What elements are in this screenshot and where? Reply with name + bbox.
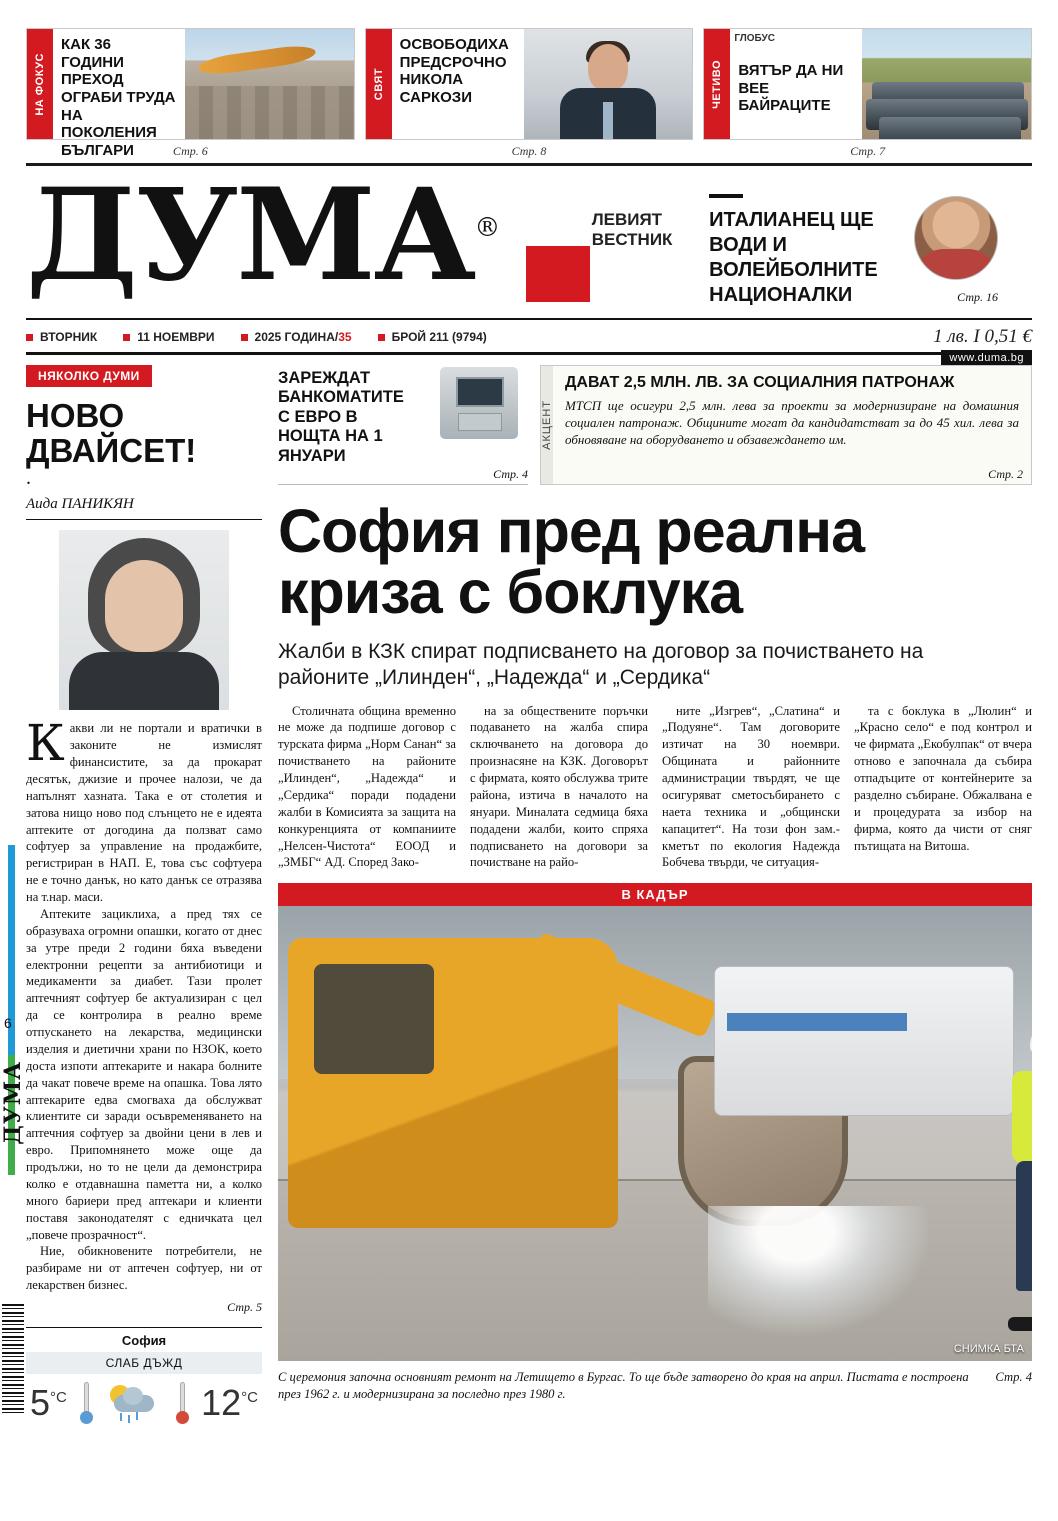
photo-credit: СНИМКА БТА: [953, 1343, 1024, 1356]
weather-condition: СЛАБ ДЪЖД: [26, 1352, 262, 1374]
atm-teaser-page-ref: Стр. 4: [493, 467, 528, 482]
opinion-paragraph: Какви ли не портали и вратички в законите не измислят финансистите, за да прокарат десятък, джизие и прочее налози, че да напълнят хазната. Така е от столетия и затова нищо ново под слънцето не е идеята аптеките от догодина да ползват само софтуер за управление на продажбите, регистриран в НАП. Е, това със софтуера не е точно данък, но като данък се отразява на т.нар. маси.: [26, 714, 262, 905]
photo-caption: [278, 1369, 1032, 1402]
teaser-page-1: Стр. 6: [172, 144, 208, 158]
author-photo: [59, 530, 229, 710]
teaser-tag: ЧЕТИВО: [704, 29, 730, 139]
headline-line-2: криза с боклука: [278, 558, 743, 627]
issue-date: 11 НОЕМВРИ: [123, 330, 214, 344]
opinion-title: НОВО ДВАЙСЕТ!: [26, 397, 197, 469]
weather-high: $12^{^\circ C}$: [201, 1382, 258, 1424]
accent-side-label: АКЦЕНТ: [541, 366, 553, 484]
section-badge: НЯКОЛКО ДУМИ: [26, 365, 152, 387]
weather-city: София: [121, 1333, 167, 1349]
teaser-page-refs: [26, 144, 1032, 159]
teaser-chetivo[interactable]: [703, 28, 1032, 140]
issue-number: БРОЙ 211 (9794): [378, 330, 487, 344]
opinion-paragraph: Ние, обикновените потребители, не разбираме ни от аптечен софтуер, ни от лекарствен бизнес.: [26, 1244, 262, 1293]
accent-box[interactable]: [540, 365, 1032, 485]
thermometer-cold-icon: [80, 1382, 92, 1424]
accent-text: МТСП ще осигури 2,5 млн. лева за проекти за модернизиране на домашния социален патронаж. Общините могат да кандидатстват за до 45 хил. лева за обновяване на оборудването и обзавеждането им.: [565, 398, 1019, 447]
photo-caption-page-ref: Стр. 4: [995, 1370, 1032, 1385]
headline-line-1: София пред реална: [278, 497, 865, 566]
teaser-headline: [730, 29, 862, 139]
top-boxes: [278, 365, 1032, 485]
spine-number: 6: [4, 1015, 12, 1031]
issue-year: 2025 ГОДИНА/35: [241, 330, 352, 344]
weather-row: [26, 1374, 262, 1424]
accent-title: ДАВАТ 2,5 МЛН. ЛВ. ЗА СОЦИАЛНИЯ ПАТРОНАЖ: [565, 374, 955, 391]
barcode: [2, 1304, 24, 1414]
page-spine: [0, 845, 26, 1175]
atm-teaser[interactable]: [278, 365, 528, 485]
accent-page-ref: Стр. 2: [988, 467, 1023, 482]
rain-cloud-icon: [106, 1383, 162, 1423]
teaser-headline: ОСВОБОДИХА ПРЕДСРОЧНО НИКОЛА САРКОЗИ: [399, 36, 509, 107]
promo-page-ref: Стр. 16: [957, 290, 998, 304]
teaser-page-3: Стр. 7: [850, 144, 886, 158]
main-news-photo: [278, 906, 1032, 1361]
atm-teaser-title: ЗАРЕЖДАТ БАНКОМАТИТЕ С ЕВРО В НОЩТА НА 1 ЯНУАРИ: [278, 369, 404, 465]
thermometer-warm-icon: [176, 1382, 188, 1424]
globus-logo: ГЛОБУС: [734, 33, 775, 44]
atm-machine-photo: [410, 365, 522, 441]
pipes-field-photo: [862, 29, 1031, 139]
registered-mark: ®: [474, 213, 499, 243]
promo-rule: [709, 194, 743, 198]
masthead-promo[interactable]: [709, 172, 1032, 308]
masthead-meta: [26, 320, 1032, 352]
main-column: [278, 365, 1032, 1424]
opinion-body: [26, 714, 262, 1294]
article-column: [662, 703, 840, 872]
masthead: [26, 161, 1032, 316]
article-column: [854, 703, 1032, 872]
article-text: ните „Изгрев“, „Слатина“ и „Подуяне“. Там договорите изтичат на 30 ноември. Общината и районните администрации твърдят, че ще осигуряват сметосъбирането с наета техника и „общински капацитет“. На този фон зам.-кметът по екология Надежда Бобчева твърди, че ситуация-: [662, 703, 840, 870]
logo-wrap: [26, 161, 584, 309]
article-column: [470, 703, 648, 872]
teaser-headline: КАК 36 ГОДИНИ ПРЕХОД ОГРАБИ ТРУДА НА ПОКОЛЕНИЯ БЪЛГАРИ: [61, 36, 176, 160]
lead-subhead: Жалби в КЗК спират подписването на договор за почистването на районите „Илинден“, „Надежда“ и „Сердика“: [278, 640, 924, 689]
teaser-tag: СВЯТ: [366, 29, 392, 139]
issue-price: 1 лв. I 0,51 €: [933, 326, 1032, 347]
teaser-svyat[interactable]: [365, 28, 694, 140]
avatar: [914, 196, 998, 280]
v-kadar-banner: В КАДЪР: [278, 883, 1032, 906]
newspaper-front-page: [0, 28, 1058, 1521]
logo-red-square: [526, 246, 590, 302]
subtitle-line-2: ВЕСТНИК: [591, 229, 673, 249]
weather-low: $5^{^\circ C}$: [30, 1382, 67, 1424]
opinion-author: Аида ПАНИКЯН: [26, 496, 134, 513]
opinion-paragraph: Аптеките зациклиха, а пред тях се образуваха огромни опашки, когато от днес за утре преди 2 години бяха въведени електронни рецепти за антибиотици и медикаменти за диабет. Тази пролет аптечният софтуер бе актуализиран с цел да се контролира в реално време отпускането на лекарства, медицински изделия и диетични храни по НЗОК, което доста изпоти аптекарите и накара болните да чакат повече време на опашка. Това лято аптекарите едва смогваха да обслужват клиентите си заради осъвременяването на аптечния софтуер за двойни цени в лев и евро. Припомнянето може още да продължи, но то не цели да демонстрира колко е отдавнашна паметта ни, а колко много бариери пред аптекари и клиенти поставя законодателят с едничката цел „повече прозрачност“.: [26, 906, 262, 1242]
portrait-sarkozy-photo: [524, 29, 693, 139]
issue-day: ВТОРНИК: [26, 330, 97, 344]
article-text: Столичната община временно не може да подпише договор с турската фирма „Норм Санан“ за почистването на районите „Илинден“, „Надежда“ и „Сердика“ поради подадени жалби в Комисията за защита на конкуренцията от компаниите „Нелсен-Чистота“ ЕООД и „ЗМБГ“ АД. Според Зако-: [278, 703, 456, 870]
website-url[interactable]: www.duma.bg: [941, 350, 1032, 366]
teaser-page-2: Стр. 8: [511, 144, 547, 158]
masthead-subtitle: [592, 210, 709, 249]
article-text: та с боклука в „Люлин“ и „Красно село“ е под контрол и че фирмата „Екобулпак“ от вчера отново е започнала да събира отпадъците от контейнерите за разделно събиране. Обжалвана е и процедурата за избор на фирма, която да чисти от сняг пътищата на Витоша.: [854, 703, 1032, 853]
construction-site-photo: [185, 29, 354, 139]
teaser-tag: НА ФОКУС: [27, 29, 53, 139]
teaser-headline-text: ВЯТЪР ДА НИ ВЕЕ БАЙРАЦИТЕ: [738, 62, 844, 115]
drop-cap: К: [26, 714, 65, 773]
weather-widget: [26, 1327, 262, 1424]
page-content: [0, 365, 1032, 1424]
masthead-rule-2: [26, 352, 1032, 364]
newspaper-logo: ДУМА®: [26, 161, 499, 309]
opinion-column: [0, 365, 262, 1424]
subtitle-line-1: ЛЕВИЯТ: [591, 210, 663, 229]
spine-label: ДУМА: [0, 1061, 26, 1145]
accent-inner: [553, 366, 1031, 484]
opinion-page-ref: Стр. 5: [227, 1300, 262, 1315]
lead-headline: [278, 497, 1032, 627]
promo-text: ИТАЛИАНЕЦ ЩЕ ВОДИ И ВОЛЕЙБОЛНИТЕ НАЦИОНАЛКИ: [709, 209, 878, 306]
article-text: на за обществените поръчки подаването на жалба спира сключването на договора до произнасяне на КЗК. Договорът с фирмата, която обслужва трите района, изтича в началото на януари. Миналата седмица бяха подадени жалби, които спряха подписването на договори за почистване на райо-: [470, 703, 648, 870]
photo-caption-text: С церемония започна основният ремонт на Летището в Бургас. То ще бъде затворено до края на април. Пистата е построена през 1962 г. и модернизирана за последно през 1980 г.: [278, 1370, 969, 1401]
article-column: [278, 703, 456, 872]
lead-article-columns: [278, 703, 1032, 872]
opinion-rule: [26, 519, 262, 520]
opinion-dot: .: [26, 467, 31, 490]
